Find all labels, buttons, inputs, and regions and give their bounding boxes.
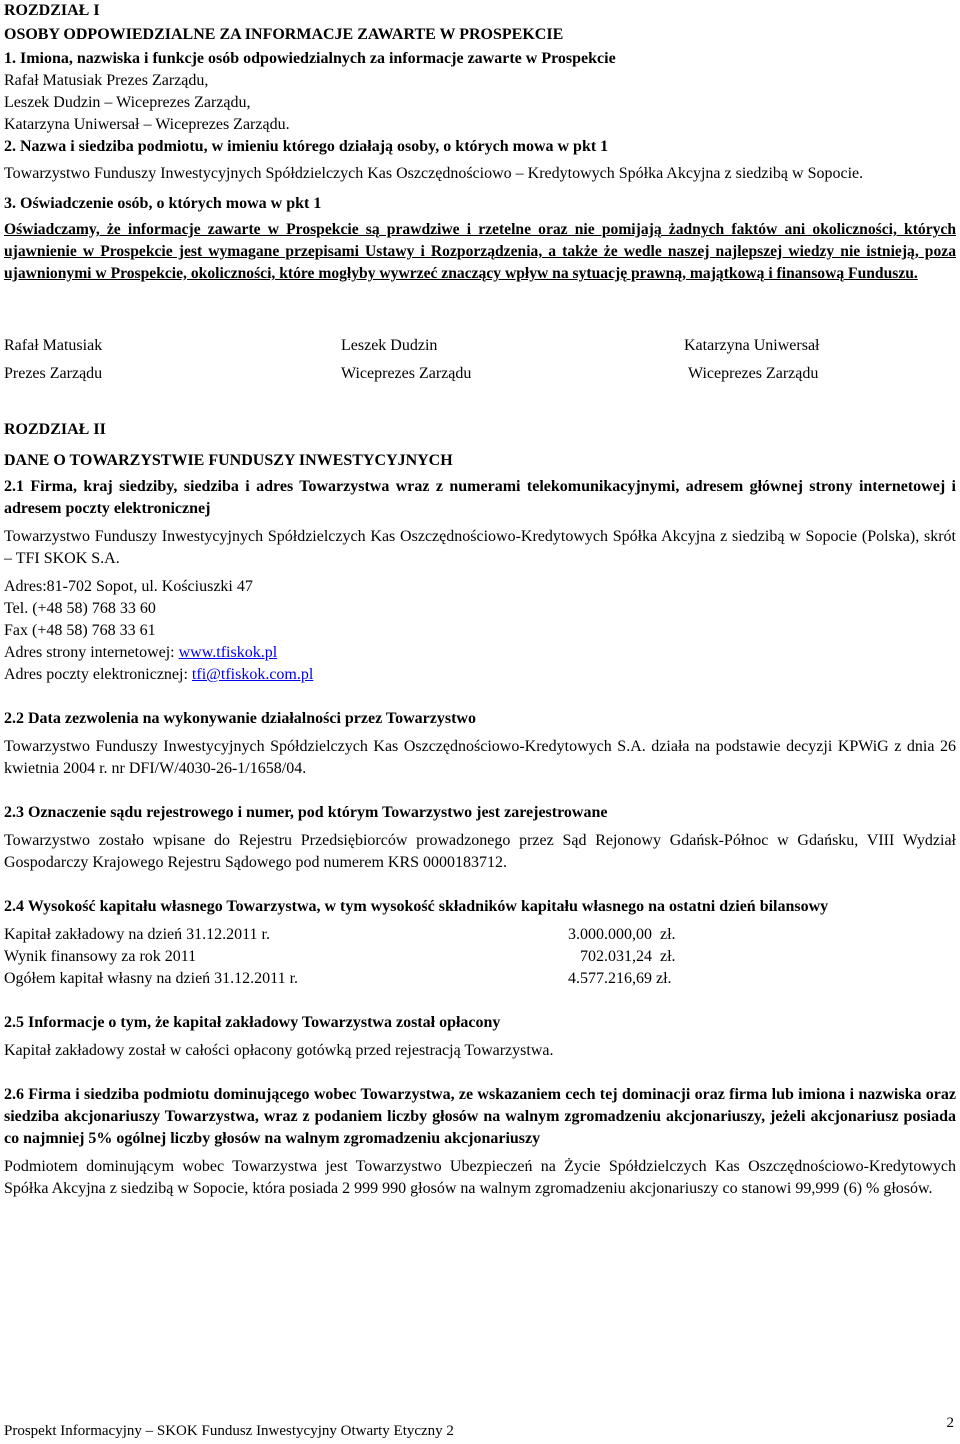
page-number: 2 [946,1415,954,1431]
section21-heading: 2.1 Firma, kraj siedziby, siedziba i adres Towarzystwa wraz z numerami telekomunikacyjnymi, adresem głównej strony internetowej i adresem poczty elektronicznej [4,478,956,517]
section23-text: Towarzystwo zostało wpisane do Rejestru Przedsiębiorców prowadzonego przez Sąd Rejonowy Gdańsk-Północ w Gdańsku, VIII Wydział Gospodarczy Krajowego Rejestru Sądowego pod numerem KRS 0000183712. [4,832,956,871]
signatory-role: Wiceprezes Zarządu [688,365,819,382]
signatory-name: Leszek Dudzin [341,337,438,354]
capital-table [4,924,956,990]
section22-text: Towarzystwo Funduszy Inwestycyjnych Spółdzielczych Kas Oszczędnościowo-Kredytowych S.A. działa na podstawie decyzji KPWiG z dnia 26 kwietnia 2004 r. nr DFI/W/4030-26-1/1658/04. [4,738,956,777]
section1-heading: 1. Imiona, nazwiska i funkcje osób odpowiedzialnych za informacje zawarte w Prospekcie [4,50,616,67]
chapter1-heading: ROZDZIAŁ I [4,2,100,19]
section22-heading: 2.2 Data zezwolenia na wykonywanie działalności przez Towarzystwo [4,710,476,727]
section24-heading: 2.4 Wysokość kapitału własnego Towarzystwa, w tym wysokość składników kapitału własnego na ostatni dzień bilansowy [4,898,829,915]
chapter2-heading: ROZDZIAŁ II [4,421,106,438]
section26-text: Podmiotem dominującym wobec Towarzystwa jest Towarzystwo Ubezpieczeń na Życie Spółdzielczych Kas Oszczędnościowo-Kredytowych Spółka Akcyjna z siedzibą w Sopocie, która posiada 2 999 990 głosów na walnym zgromadzeniu akcjonariuszy co stanowi 99,999 (6) % głosów. [4,1158,956,1197]
company-phone: Tel. (+48 58) 768 33 60 [4,600,156,617]
signatory-name: Rafał Matusiak [4,337,103,354]
capital-unit: zł. [656,970,672,987]
capital-value: 702.031,24 [580,948,652,965]
email-label: Adres poczty elektronicznej: [4,666,192,683]
section3-heading: 3. Oświadczenie osób, o których mowa w pkt 1 [4,195,322,212]
website-label: Adres strony internetowej: [4,644,179,661]
section3-statement: Oświadczamy, że informacje zawarte w Prospekcie są prawdziwe i rzetelne oraz nie pomijają żadnych faktów ani okoliczności, których ujawnienie w Prospekcie jest wymagane przepisami Ustawy i Rozporządzenia, a także że wedle naszej najlepszej wiedzy nie istnieją, poza ujawnionymi w Prospekcie, okoliczności, które mogłyby wywrzeć znaczący wpływ na sytuację prawną, majątkową i finansową Funduszu. [4,221,956,282]
company-website-row [4,642,956,664]
capital-label: Wynik finansowy za rok 2011 [4,948,197,965]
section2-text: Towarzystwo Funduszy Inwestycyjnych Spółdzielczych Kas Oszczędnościowo – Kredytowych Spółka Akcyjna z siedzibą w Sopocie. [4,165,864,182]
signatory-role: Prezes Zarządu [4,365,103,382]
website-link[interactable]: www.tfiskok.pl [178,644,278,661]
responsible-person-line: Katarzyna Uniwersał – Wiceprezes Zarządu. [4,116,290,133]
section25-heading: 2.5 Informacje o tym, że kapitał zakładowy Towarzystwa został opłacony [4,1014,501,1031]
chapter2-title: DANE O TOWARZYSTWIE FUNDUSZY INWESTYCYJNYCH [4,452,453,469]
capital-unit: zł. [660,948,676,965]
capital-value: 3.000.000,00 [568,926,652,943]
responsible-person-line: Rafał Matusiak Prezes Zarządu, [4,72,209,89]
company-fax: Fax (+48 58) 768 33 61 [4,622,156,639]
responsible-person-line: Leszek Dudzin – Wiceprezes Zarządu, [4,94,251,111]
email-link[interactable]: tfi@tfiskok.com.pl [191,666,314,683]
section25-text: Kapitał zakładowy został w całości opłacony gotówką przed rejestracją Towarzystwa. [4,1042,554,1059]
section26-heading: 2.6 Firma i siedziba podmiotu dominującego wobec Towarzystwa, ze wskazaniem cech tej dominacji oraz firma lub imiona i nazwiska oraz siedziba akcjonariuszy Towarzystwa, wraz z podaniem liczby głosów na walnym zgromadzeniu akcjonariuszy, jeżeli akcjonariusz posiada co najmniej 5% ogólnej liczby głosów na walnym zgromadzeniu akcjonariuszy [4,1086,956,1147]
section21-text: Towarzystwo Funduszy Inwestycyjnych Spółdzielczych Kas Oszczędnościowo-Kredytowych Spółka Akcyjna z siedzibą w Sopocie (Polska), skrót – TFI SKOK S.A. [4,528,956,567]
signatory-name: Katarzyna Uniwersał [684,337,820,354]
capital-value: 4.577.216,69 [568,970,652,987]
section2-heading: 2. Nazwa i siedziba podmiotu, w imieniu którego działają osoby, o których mowa w pkt 1 [4,138,609,155]
capital-label: Ogółem kapitał własny na dzień 31.12.2011 r. [4,970,299,987]
capital-unit: zł. [660,926,676,943]
page-footer: Prospekt Informacyjny – SKOK Fundusz Inwestycyjny Otwarty Etyczny 2 [4,1423,454,1439]
section23-heading: 2.3 Oznaczenie sądu rejestrowego i numer, pod którym Towarzystwo jest zarejestrowane [4,804,608,821]
chapter1-title: OSOBY ODPOWIEDZIALNE ZA INFORMACJE ZAWARTE W PROSPEKCIE [4,26,564,43]
company-address: Adres:81-702 Sopot, ul. Kościuszki 47 [4,578,253,595]
capital-label: Kapitał zakładowy na dzień 31.12.2011 r. [4,926,270,943]
signatory-role: Wiceprezes Zarządu [341,365,472,382]
signature-block [4,335,956,395]
document-page [4,0,956,1200]
company-email-row [4,664,956,686]
